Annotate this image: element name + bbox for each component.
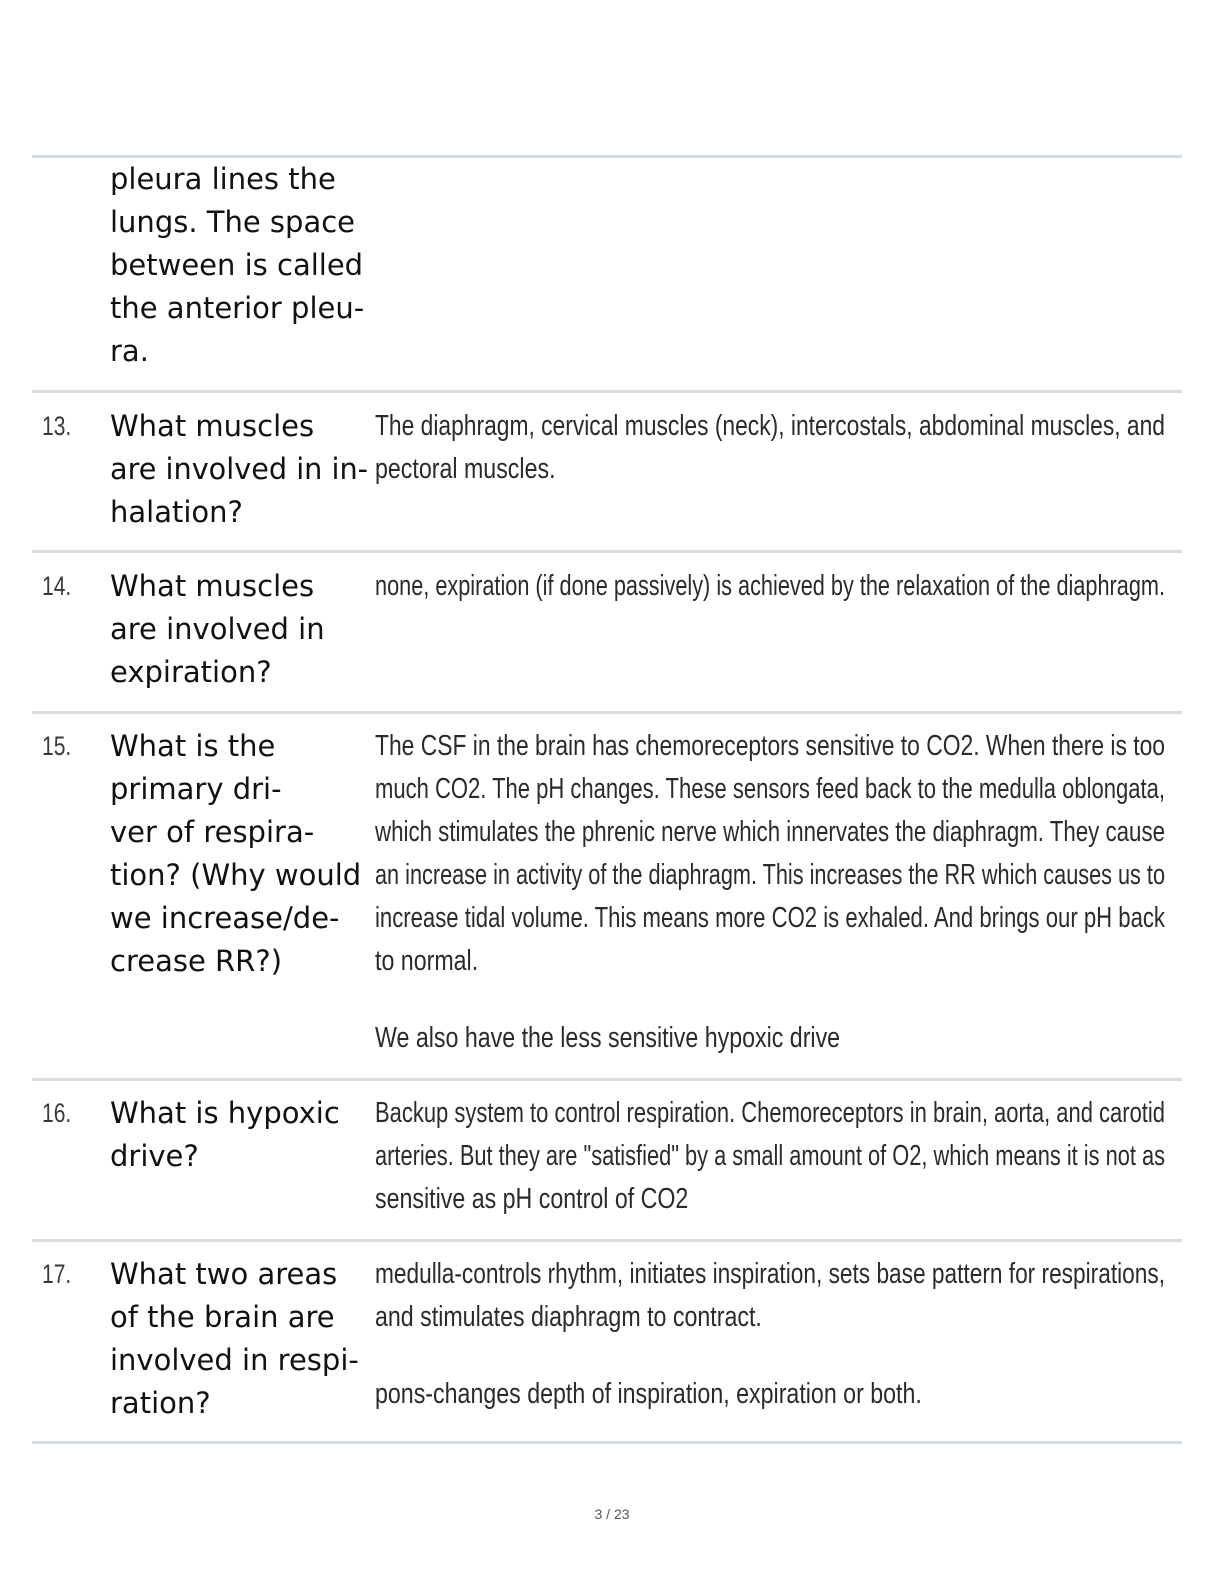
term-cell [110,1092,370,1178]
term-line: of the brain are [110,1300,335,1334]
row-divider [32,1239,1182,1242]
definition-line: much CO2. The pH changes. These sensors feed back to the medulla oblongata, [375,773,1165,805]
definition-line: Backup system to control respiration. Chemoreceptors in brain, aorta, and carotid [375,1097,1165,1129]
definition-line: pectoral muscles. [375,453,556,485]
term-line: between is called [110,248,364,282]
term-line: are involved in in- [110,452,368,486]
definition-line: none, expiration (if done passively) is achieved by the relaxation of the diaphragm. [375,570,1165,602]
definition-line: The diaphragm, cervical muscles (neck), intercostals, abdominal muscles, and [375,410,1165,442]
term-line: the anterior pleu- [110,291,365,325]
definition-line: pons-changes depth of inspiration, expiration or both. [375,1378,922,1410]
term-cell [110,565,370,694]
row-divider [32,550,1182,553]
term-line: What two areas [110,1257,338,1291]
term-cell [110,158,370,373]
term-cell [110,725,370,983]
row-divider [32,390,1182,393]
page-number: 3 / 23 [594,1506,630,1522]
item-number: 16. [42,1098,72,1128]
term-line: crease RR?) [110,944,283,978]
term-line: are involved in [110,612,325,646]
definition-line: an increase in activity of the diaphragm. This increases the RR which causes us to [375,859,1165,891]
item-number: 17. [42,1259,72,1289]
item-number: 15. [42,731,72,761]
definition-cell [375,1092,1224,1221]
term-cell [110,1253,370,1425]
term-line: drive? [110,1139,199,1173]
term-line: involved in respi- [110,1343,359,1377]
term-line: pleura lines the [110,162,336,196]
row-divider [32,711,1182,714]
row-divider [32,1441,1182,1444]
item-number: 14. [42,571,72,601]
definition-cell [375,565,1224,608]
term-line: What is the [110,729,276,763]
term-line: ra. [110,334,149,368]
definition-line: and stimulates diaphragm to contract. [375,1301,762,1333]
term-line: we increase/de- [110,901,340,935]
definition-line: increase tidal volume. This means more CO2 is exhaled. And brings our pH back [375,902,1165,934]
definition-line: to normal. [375,945,479,977]
term-line: ver of respira- [110,815,315,849]
term-line: expiration? [110,655,272,689]
definition-line: medulla-controls rhythm, initiates inspiration, sets base pattern for respirations, [375,1258,1165,1290]
definition-line: The CSF in the brain has chemoreceptors sensitive to CO2. When there is too [375,730,1165,762]
term-line: tion? (Why would [110,858,362,892]
definition-line: sensitive as pH control of CO2 [375,1183,689,1215]
term-line: primary dri- [110,772,282,806]
definition-line: which stimulates the phrenic nerve which innervates the diaphragm. They cause [375,816,1165,848]
term-line: What muscles [110,569,315,603]
definition-line: We also have the less sensitive hypoxic drive [375,1022,841,1054]
term-line: What muscles [110,409,315,443]
term-line: halation? [110,495,243,529]
term-line: What is hypoxic [110,1096,340,1130]
definition-cell [375,405,1224,491]
term-cell [110,405,370,534]
definition-cell [375,725,1224,1060]
row-divider [32,1078,1182,1081]
item-number: 13. [42,411,72,441]
term-line: lungs. The space [110,205,355,239]
definition-cell [375,1253,1224,1416]
definition-line: arteries. But they are "satisfied" by a small amount of O2, which means it is not as [375,1140,1165,1172]
term-line: ration? [110,1386,211,1420]
